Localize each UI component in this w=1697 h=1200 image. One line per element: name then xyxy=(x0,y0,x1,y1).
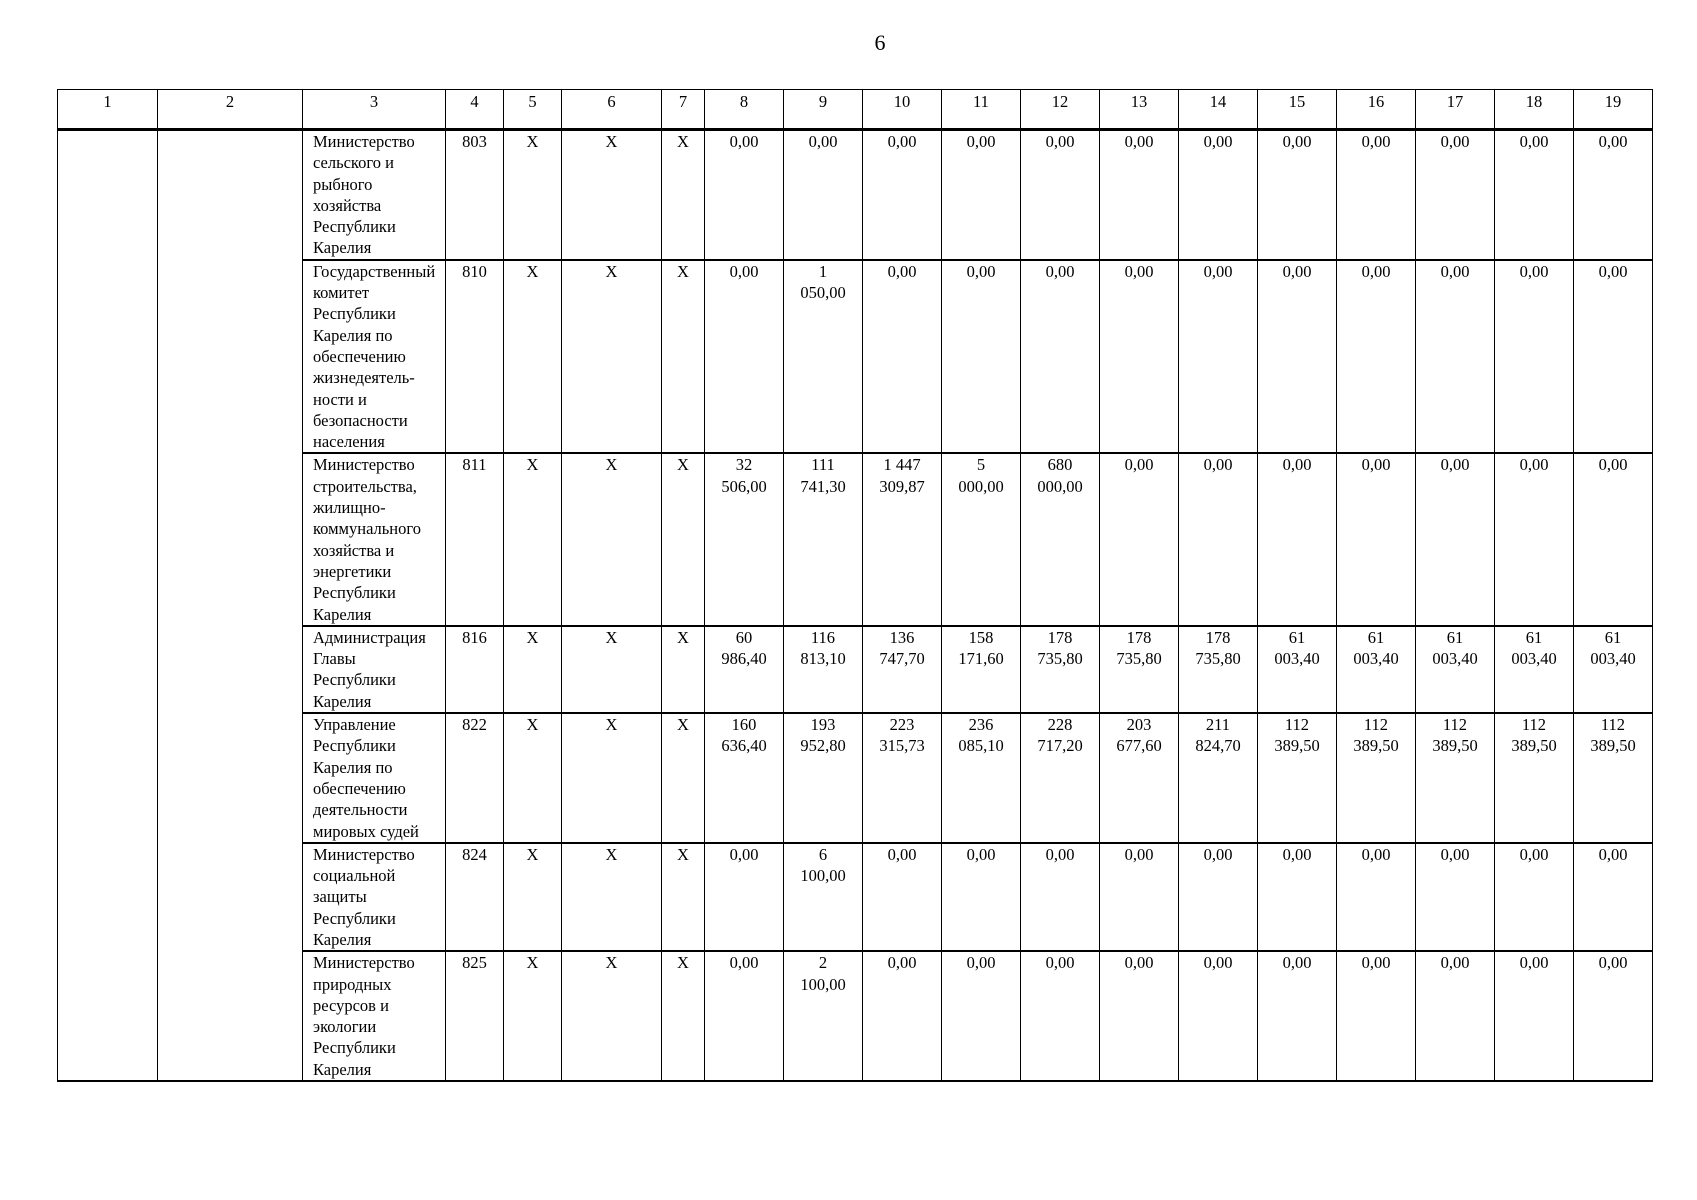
code-cell: 825 xyxy=(446,951,504,1081)
value-cell-col13: 0,00 xyxy=(1100,260,1179,454)
value-cell-col14: 0,00 xyxy=(1179,130,1258,260)
x-cell: X xyxy=(562,453,662,625)
value-cell-col17: 0,00 xyxy=(1416,130,1495,260)
x-cell: X xyxy=(662,626,705,713)
value-cell-col11: 5 000,00 xyxy=(942,453,1021,625)
x-cell: X xyxy=(504,951,562,1081)
x-cell: X xyxy=(562,843,662,951)
value-cell-col10: 0,00 xyxy=(863,951,942,1081)
table-body xyxy=(58,130,1653,1082)
value-cell-col15: 0,00 xyxy=(1258,843,1337,951)
value-cell-col8: 32 506,00 xyxy=(705,453,784,625)
value-cell-col9: 2 100,00 xyxy=(784,951,863,1081)
header-row xyxy=(58,90,1653,130)
value-cell-col14: 0,00 xyxy=(1179,951,1258,1081)
value-cell-col12: 0,00 xyxy=(1021,130,1100,260)
x-cell: X xyxy=(662,260,705,454)
value-cell-col19: 0,00 xyxy=(1574,260,1653,454)
value-cell-col16: 112 389,50 xyxy=(1337,713,1416,843)
value-cell-col18: 0,00 xyxy=(1495,843,1574,951)
code-cell: 816 xyxy=(446,626,504,713)
value-cell-col8: 0,00 xyxy=(705,260,784,454)
value-cell-col18: 0,00 xyxy=(1495,260,1574,454)
column-header-8: 8 xyxy=(705,90,784,130)
value-cell-col15: 0,00 xyxy=(1258,951,1337,1081)
x-cell: X xyxy=(504,260,562,454)
column-header-5: 5 xyxy=(504,90,562,130)
x-cell: X xyxy=(504,713,562,843)
value-cell-col8: 160 636,40 xyxy=(705,713,784,843)
x-cell: X xyxy=(504,843,562,951)
value-cell-col16: 0,00 xyxy=(1337,130,1416,260)
value-cell-col11: 0,00 xyxy=(942,843,1021,951)
value-cell-col14: 0,00 xyxy=(1179,843,1258,951)
organization-name-cell: Администрация Главы Республики Карелия xyxy=(303,626,446,713)
value-cell-col18: 0,00 xyxy=(1495,951,1574,1081)
value-cell-col9: 116 813,10 xyxy=(784,626,863,713)
organization-name-cell: Министерство социальной защиты Республики Карелия xyxy=(303,843,446,951)
data-table xyxy=(57,89,1653,1082)
value-cell-col14: 178 735,80 xyxy=(1179,626,1258,713)
value-cell-col13: 0,00 xyxy=(1100,951,1179,1081)
value-cell-col15: 112 389,50 xyxy=(1258,713,1337,843)
table-header xyxy=(58,90,1653,130)
value-cell-col18: 0,00 xyxy=(1495,453,1574,625)
value-cell-col9: 193 952,80 xyxy=(784,713,863,843)
value-cell-col9: 111 741,30 xyxy=(784,453,863,625)
x-cell: X xyxy=(662,713,705,843)
value-cell-col19: 0,00 xyxy=(1574,130,1653,260)
value-cell-col9: 0,00 xyxy=(784,130,863,260)
value-cell-col12: 0,00 xyxy=(1021,260,1100,454)
column-header-4: 4 xyxy=(446,90,504,130)
x-cell: X xyxy=(562,713,662,843)
column-header-18: 18 xyxy=(1495,90,1574,130)
value-cell-col15: 0,00 xyxy=(1258,130,1337,260)
code-cell: 824 xyxy=(446,843,504,951)
column-header-10: 10 xyxy=(863,90,942,130)
value-cell-col16: 61 003,40 xyxy=(1337,626,1416,713)
value-cell-col12: 178 735,80 xyxy=(1021,626,1100,713)
value-cell-col17: 0,00 xyxy=(1416,843,1495,951)
value-cell-col13: 178 735,80 xyxy=(1100,626,1179,713)
column-header-16: 16 xyxy=(1337,90,1416,130)
value-cell-col16: 0,00 xyxy=(1337,260,1416,454)
value-cell-col10: 0,00 xyxy=(863,843,942,951)
value-cell-col11: 158 171,60 xyxy=(942,626,1021,713)
value-cell-col10: 0,00 xyxy=(863,130,942,260)
column-header-17: 17 xyxy=(1416,90,1495,130)
table-row xyxy=(58,130,1653,260)
value-cell-col19: 0,00 xyxy=(1574,951,1653,1081)
value-cell-col13: 0,00 xyxy=(1100,130,1179,260)
code-cell: 810 xyxy=(446,260,504,454)
value-cell-col10: 0,00 xyxy=(863,260,942,454)
value-cell-col11: 236 085,10 xyxy=(942,713,1021,843)
column-header-12: 12 xyxy=(1021,90,1100,130)
value-cell-col12: 0,00 xyxy=(1021,843,1100,951)
value-cell-col13: 0,00 xyxy=(1100,453,1179,625)
column-header-13: 13 xyxy=(1100,90,1179,130)
code-cell: 822 xyxy=(446,713,504,843)
value-cell-col10: 136 747,70 xyxy=(863,626,942,713)
column-header-9: 9 xyxy=(784,90,863,130)
value-cell-col17: 0,00 xyxy=(1416,951,1495,1081)
organization-name-cell: Министерство строительства, жилищно- коммунального хозяйства и энергетики Республики Карелия xyxy=(303,453,446,625)
column-header-7: 7 xyxy=(662,90,705,130)
value-cell-col16: 0,00 xyxy=(1337,453,1416,625)
value-cell-col14: 0,00 xyxy=(1179,453,1258,625)
code-cell: 811 xyxy=(446,453,504,625)
value-cell-col18: 0,00 xyxy=(1495,130,1574,260)
value-cell-col16: 0,00 xyxy=(1337,843,1416,951)
value-cell-col13: 203 677,60 xyxy=(1100,713,1179,843)
value-cell-col14: 211 824,70 xyxy=(1179,713,1258,843)
x-cell: X xyxy=(562,260,662,454)
organization-name-cell: Управление Республики Карелия по обеспечению деятельности мировых судей xyxy=(303,713,446,843)
value-cell-col16: 0,00 xyxy=(1337,951,1416,1081)
x-cell: X xyxy=(504,130,562,260)
x-cell: X xyxy=(562,951,662,1081)
x-cell: X xyxy=(504,453,562,625)
column-header-19: 19 xyxy=(1574,90,1653,130)
x-cell: X xyxy=(662,951,705,1081)
value-cell-col19: 112 389,50 xyxy=(1574,713,1653,843)
value-cell-col15: 0,00 xyxy=(1258,453,1337,625)
x-cell: X xyxy=(662,453,705,625)
value-cell-col19: 61 003,40 xyxy=(1574,626,1653,713)
value-cell-col12: 0,00 xyxy=(1021,951,1100,1081)
column-header-3: 3 xyxy=(303,90,446,130)
code-cell: 803 xyxy=(446,130,504,260)
value-cell-col17: 0,00 xyxy=(1416,453,1495,625)
value-cell-col19: 0,00 xyxy=(1574,843,1653,951)
x-cell: X xyxy=(562,626,662,713)
value-cell-col9: 6 100,00 xyxy=(784,843,863,951)
x-cell: X xyxy=(562,130,662,260)
column-header-14: 14 xyxy=(1179,90,1258,130)
value-cell-col8: 60 986,40 xyxy=(705,626,784,713)
column-header-11: 11 xyxy=(942,90,1021,130)
x-cell: X xyxy=(662,843,705,951)
value-cell-col17: 112 389,50 xyxy=(1416,713,1495,843)
value-cell-col15: 0,00 xyxy=(1258,260,1337,454)
value-cell-col11: 0,00 xyxy=(942,951,1021,1081)
x-cell: X xyxy=(662,130,705,260)
value-cell-col17: 61 003,40 xyxy=(1416,626,1495,713)
page-number: 6 xyxy=(874,30,886,55)
value-cell-col11: 0,00 xyxy=(942,130,1021,260)
column-header-2: 2 xyxy=(158,90,303,130)
value-cell-col8: 0,00 xyxy=(705,951,784,1081)
value-cell-col10: 1 447 309,87 xyxy=(863,453,942,625)
column-header-1: 1 xyxy=(58,90,158,130)
value-cell-col9: 1 050,00 xyxy=(784,260,863,454)
column-header-15: 15 xyxy=(1258,90,1337,130)
organization-name-cell: Государственный комитет Республики Карелия по обеспечению жизнедеятель- ности и безопасности населения xyxy=(303,260,446,454)
value-cell-col12: 680 000,00 xyxy=(1021,453,1100,625)
value-cell-col11: 0,00 xyxy=(942,260,1021,454)
value-cell-col17: 0,00 xyxy=(1416,260,1495,454)
value-cell-col18: 112 389,50 xyxy=(1495,713,1574,843)
value-cell-col13: 0,00 xyxy=(1100,843,1179,951)
value-cell-col8: 0,00 xyxy=(705,843,784,951)
value-cell-col19: 0,00 xyxy=(1574,453,1653,625)
value-cell-col18: 61 003,40 xyxy=(1495,626,1574,713)
organization-name-cell: Министерство сельского и рыбного хозяйства Республики Карелия xyxy=(303,130,446,260)
organization-name-cell: Министерство природных ресурсов и экологии Республики Карелия xyxy=(303,951,446,1081)
cell-col1-merged xyxy=(58,130,158,1082)
value-cell-col8: 0,00 xyxy=(705,130,784,260)
x-cell: X xyxy=(504,626,562,713)
value-cell-col14: 0,00 xyxy=(1179,260,1258,454)
value-cell-col15: 61 003,40 xyxy=(1258,626,1337,713)
column-header-6: 6 xyxy=(562,90,662,130)
value-cell-col10: 223 315,73 xyxy=(863,713,942,843)
cell-col2-merged xyxy=(158,130,303,1082)
value-cell-col12: 228 717,20 xyxy=(1021,713,1100,843)
